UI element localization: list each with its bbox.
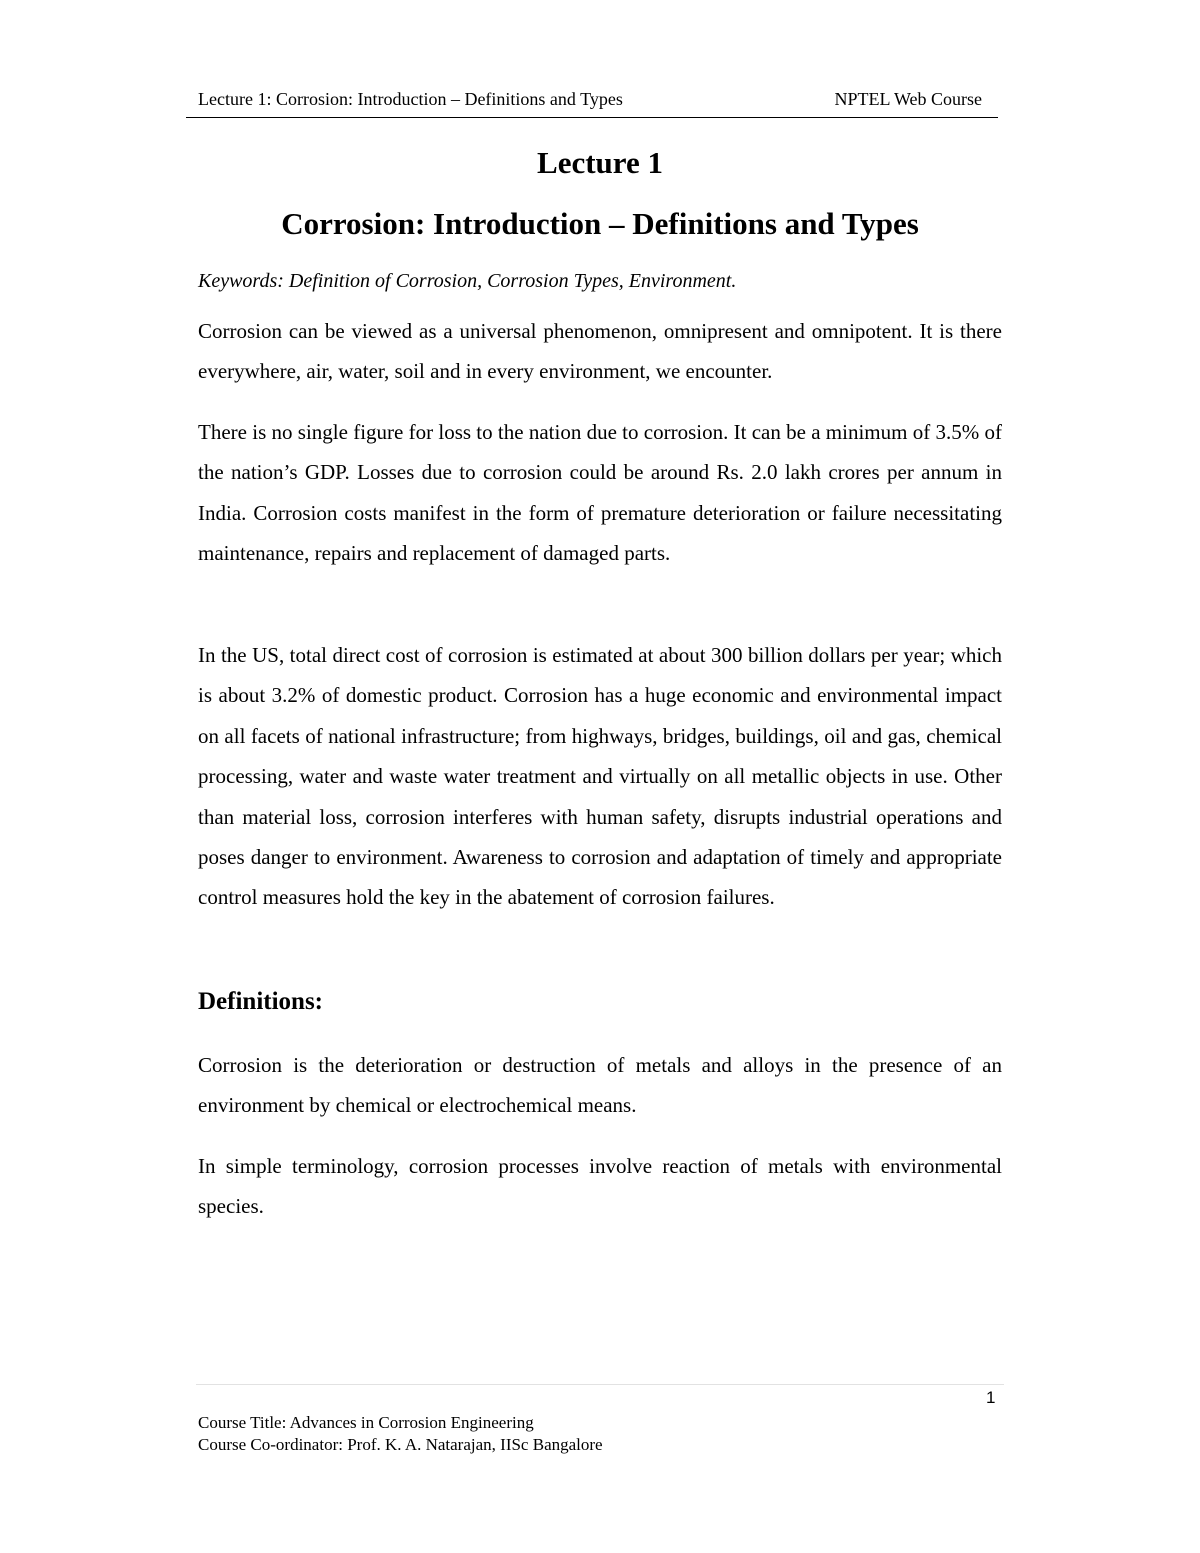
keywords-line: Keywords: Definition of Corrosion, Corrosion Types, Environment.	[198, 270, 737, 292]
lecture-main-title: Corrosion: Introduction – Definitions and Types	[281, 206, 919, 241]
intro-paragraph: Corrosion can be viewed as a universal phenomenon, omnipresent and omnipotent. It is there everywhere, air, water, soil and in every environment, we encounter.	[198, 319, 1002, 384]
definitions-heading: Definitions:	[198, 988, 323, 1015]
footer-course-title: Course Title: Advances in Corrosion Engineering	[198, 1413, 534, 1432]
definition-paragraph: Corrosion is the deterioration or destruction of metals and alloys in the presence of an environment by chemical or electrochemical means.	[198, 1053, 1002, 1118]
cost-us-paragraph: In the US, total direct cost of corrosion is estimated at about 300 billion dollars per year; which is about 3.2% of domestic product. Corrosion has a huge economic and environmental impact on all facets of national infrastructure; from highways, bridges, buildings, oil and gas, chemical processing, water and waste water treatment and virtually on all metallic objects in use. Other than material loss, corrosion interferes with human safety, disrupts industrial operations and poses danger to environment. Awareness to corrosion and adaptation of timely and appropriate control measures hold the key in the abatement of corrosion failures.	[198, 643, 1002, 910]
footer-divider	[196, 1384, 1004, 1385]
lecture-number-title: Lecture 1	[537, 145, 663, 180]
cost-india-paragraph: There is no single figure for loss to the nation due to corrosion. It can be a minimum of 3.5% of the nation’s GDP. Losses due to corrosion could be around Rs. 2.0 lakh crores per annum in India. Corrosion costs manifest in the form of premature deterioration or failure necessitating maintenance, repairs and replacement of damaged parts.	[198, 420, 1002, 566]
footer-coordinator: Course Co-ordinator: Prof. K. A. Natarajan, IISc Bangalore	[198, 1435, 603, 1454]
page-number: 1	[986, 1388, 996, 1407]
page-header	[186, 87, 998, 118]
terminology-paragraph: In simple terminology, corrosion processes involve reaction of metals with environmental species.	[198, 1154, 1002, 1219]
header-course-name: NPTEL Web Course	[834, 89, 982, 109]
header-lecture-title: Lecture 1: Corrosion: Introduction – Definitions and Types	[198, 89, 623, 109]
